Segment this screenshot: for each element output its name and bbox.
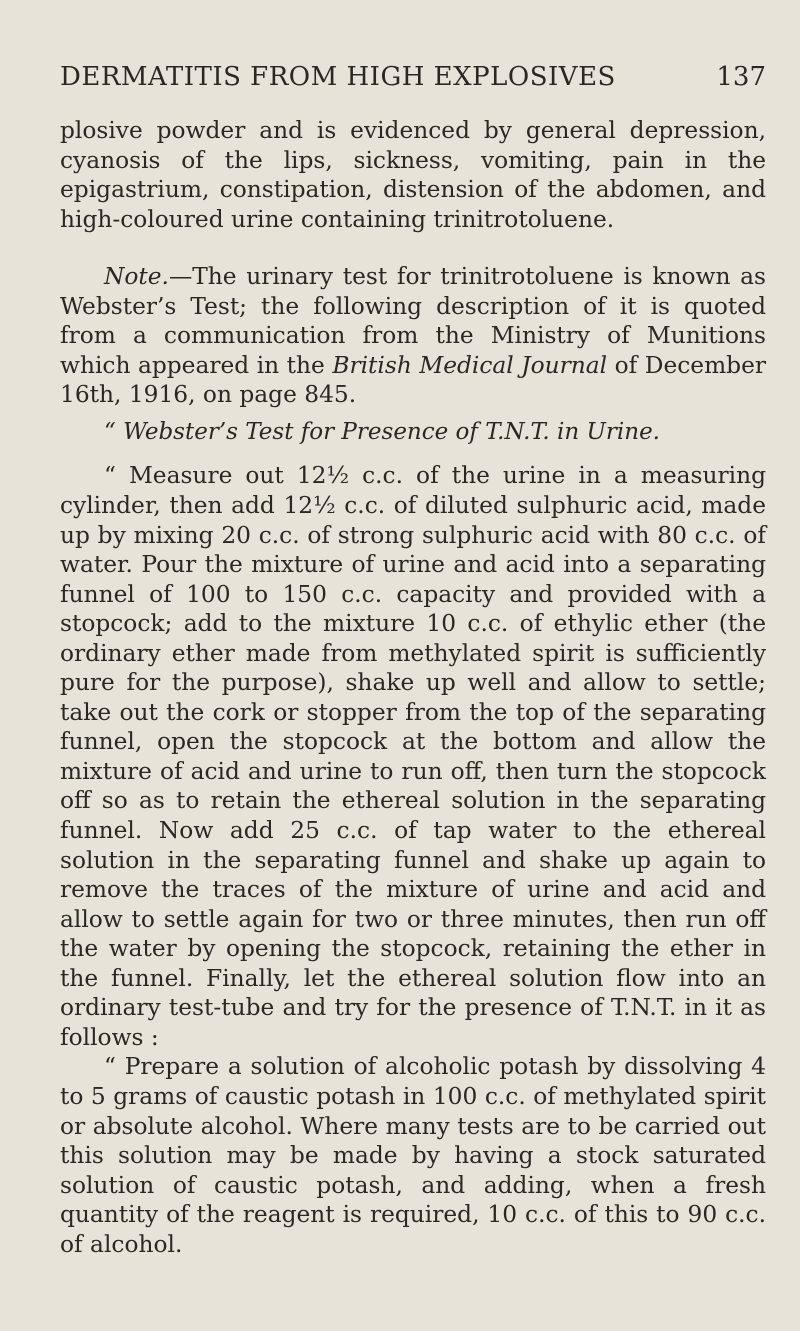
page-number: 137 <box>716 62 766 92</box>
note-text-2: of December 16th, 1916, on page 845. <box>60 351 766 409</box>
running-head <box>60 62 766 102</box>
measure-paragraph: “ Measure out 12½ c.c. of the urine in a measuring cylinder, then add 12½ c.c. of diluted sulphuric acid, made up by mixing 20 c.c. of strong sulphuric acid with 80 c.c. of water. Pour the mixture of urine and acid into a separating funnel of 100 to 150 c.c. capacity and provided with a stopcock; add to the mixture 10 c.c. of ethylic ether (the ordinary ether made from methylated spirit is sufficiently pure for the purpose), shake up well and allow to settle; take out the cork or stopper from the top of the separating funnel, open the stopcock at the bottom and allow the mixture of acid and urine to run off, then turn the stopcock off so as to retain the ethereal solution in the separating funnel. Now add 25 c.c. of tap water to the ethereal solution in the separating funnel and shake up again to remove the traces of the mixture of urine and acid and allow to settle again for two or three minutes, then run off the water by opening the stopcock, retaining the ether in the funnel. Finally, let the ethereal solution flow into an ordinary test-tube and try for the presence of T.N.T. in it as follows : <box>60 462 766 1051</box>
body-text <box>60 116 766 1259</box>
paragraph-continuation: plosive powder and is evidenced by general depression, cyanosis of the lips, sickness, vomiting, pain in the epigastrium, constipation, distension of the abdomen, and high-coloured urine containing trinitrotoluene. <box>60 117 766 233</box>
prepare-paragraph: “ Prepare a solution of alcoholic potash by dissolving 4 to 5 grams of caustic potash in 100 c.c. of methylated spirit or absolute alcohol. Where many tests are to be carried out this solution may be made by having a stock saturated solution of caustic potash, and adding, when a fresh quantity of the reagent is required, 10 c.c. of this to 90 c.c. of alcohol. <box>60 1053 766 1258</box>
note-label: Note. <box>104 263 169 291</box>
note-dash: — <box>168 263 193 291</box>
journal-title: British Medical Journal <box>332 351 608 379</box>
note-paragraph <box>60 262 766 410</box>
test-heading: “ Webster’s Test for Presence of T.N.T. in Urine. <box>104 418 660 445</box>
note-text-1: The urinary test for trinitrotoluene is known as Webster’s Test; the following description of it is quoted from a communication from the Ministry of Munitions which appeared in the <box>60 263 766 379</box>
running-title: DERMATITIS FROM HIGH EXPLOSIVES <box>60 62 616 92</box>
